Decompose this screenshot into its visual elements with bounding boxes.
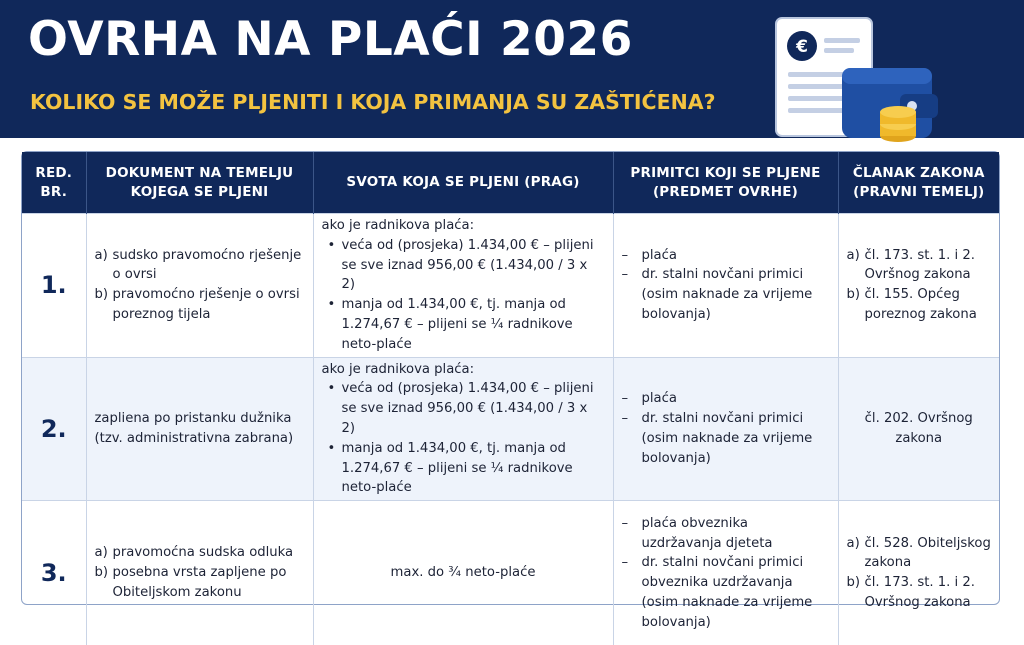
list-item: • veća od (prosjeka) 1.434,00 € – plijeni se sve iznad 956,00 € (1.434,00 / 3 x 2) bbox=[322, 236, 605, 295]
list-text: čl. 155. Općeg poreznog zakona bbox=[864, 287, 977, 323]
law-cell bbox=[838, 214, 999, 358]
header-number: RED. BR. bbox=[22, 152, 86, 214]
header-amount: SVOTA KOJA SE PLJENI (PRAG) bbox=[313, 152, 613, 214]
list-marker: a) bbox=[94, 545, 108, 561]
list-text: čl. 173. st. 1. i 2. Ovršnog zakona bbox=[864, 575, 975, 610]
document-cell bbox=[86, 501, 313, 645]
svg-text:€: € bbox=[796, 37, 808, 57]
receipts-note: (osim naknade za vrijeme bolovanja) bbox=[641, 594, 813, 630]
list-item: – dr. stalni novčani primici obveznika uzdržavanja bbox=[622, 553, 830, 593]
document-cell bbox=[86, 357, 313, 501]
list-item bbox=[847, 246, 992, 286]
amount-text: max. do ¾ neto-plaće bbox=[390, 565, 536, 581]
list-item: – plaća bbox=[622, 246, 830, 266]
list-item bbox=[847, 573, 992, 613]
header-law: ČLANAK ZAKONA (PRAVNI TEMELJ) bbox=[838, 152, 999, 214]
list-item: – plaća obveznika uzdržavanja djeteta bbox=[622, 514, 830, 554]
list-marker: a) bbox=[846, 247, 860, 263]
amount-cell bbox=[313, 214, 613, 358]
list-item bbox=[95, 246, 305, 286]
row-number: 2. bbox=[22, 357, 86, 501]
receipts-note: (osim naknade za vrijeme bolovanja) bbox=[641, 430, 813, 466]
list-marker: a) bbox=[94, 247, 108, 263]
list-item: • manja od 1.434,00 €, tj. manja od 1.274,67 € – plijeni se ¼ radnikove neto-plaće bbox=[322, 439, 605, 498]
table-row bbox=[22, 357, 999, 501]
list-text: pravomoćna sudska odluka bbox=[112, 545, 294, 561]
law-text: čl. 202. Ovršnog zakona bbox=[864, 411, 973, 446]
receipts-cell bbox=[613, 214, 838, 358]
illustration bbox=[766, 12, 946, 146]
header-receipts: PRIMITCI KOJI SE PLJENE (PREDMET OVRHE) bbox=[613, 152, 838, 214]
list-item: • manja od 1.434,00 €, tj. manja od 1.274,67 € – plijeni se ¼ radnikove neto-plaće bbox=[322, 295, 605, 354]
receipts-note: (osim naknade za vrijeme bolovanja) bbox=[641, 287, 813, 323]
amount-intro: ako je radnikova plaća: bbox=[321, 218, 475, 233]
receipts-cell bbox=[613, 357, 838, 501]
row-number: 1. bbox=[22, 214, 86, 358]
garnishment-table bbox=[21, 151, 1000, 630]
page-title: OVRHA NA PLAĆI 2026 bbox=[28, 12, 633, 67]
law-cell bbox=[838, 357, 999, 501]
law-cell bbox=[838, 501, 999, 645]
list-item: – dr. stalni novčani primici bbox=[622, 265, 830, 285]
header-document: DOKUMENT NA TEMELJU KOJEGA SE PLJENI bbox=[86, 152, 313, 214]
list-marker: b) bbox=[846, 575, 861, 591]
table bbox=[22, 152, 999, 645]
amount-cell bbox=[313, 357, 613, 501]
list-item bbox=[95, 543, 305, 563]
row-number: 3. bbox=[22, 501, 86, 645]
document-cell bbox=[86, 214, 313, 358]
amount-cell bbox=[313, 501, 613, 645]
list-item bbox=[847, 534, 992, 574]
list-item bbox=[95, 285, 305, 325]
table-row bbox=[22, 214, 999, 358]
list-text: pravomoćno rješenje o ovrsi poreznog tijela bbox=[112, 287, 300, 323]
list-item: – dr. stalni novčani primici bbox=[622, 409, 830, 429]
list-marker: b) bbox=[94, 287, 109, 303]
list-text: čl. 173. st. 1. i 2. Ovršnog zakona bbox=[864, 247, 975, 283]
receipts-cell bbox=[613, 501, 838, 645]
list-item: • veća od (prosjeka) 1.434,00 € – plijeni se sve iznad 956,00 € (1.434,00 / 3 x 2) bbox=[322, 379, 605, 438]
coins-icon bbox=[880, 106, 916, 142]
table-row bbox=[22, 501, 999, 645]
table-header-row bbox=[22, 152, 999, 214]
list-item bbox=[95, 563, 305, 603]
list-item bbox=[847, 285, 992, 325]
list-text: čl. 528. Obiteljskog zakona bbox=[864, 535, 991, 571]
list-marker: b) bbox=[94, 565, 109, 581]
list-text: posebna vrsta zapljene po Obiteljskom zakonu bbox=[112, 565, 287, 601]
page-subtitle: KOLIKO SE MOŽE PLJENITI I KOJA PRIMANJA SU ZAŠTIĆENA? bbox=[30, 90, 716, 114]
document-text: zapliena po pristanku dužnika (tzv. administrativna zabrana) bbox=[94, 411, 294, 446]
list-item: – plaća bbox=[622, 389, 830, 409]
list-marker: a) bbox=[846, 535, 860, 551]
list-marker: b) bbox=[846, 287, 861, 303]
list-text: sudsko pravomoćno rješenje o ovrsi bbox=[112, 247, 302, 283]
amount-intro: ako je radnikova plaća: bbox=[321, 361, 475, 377]
